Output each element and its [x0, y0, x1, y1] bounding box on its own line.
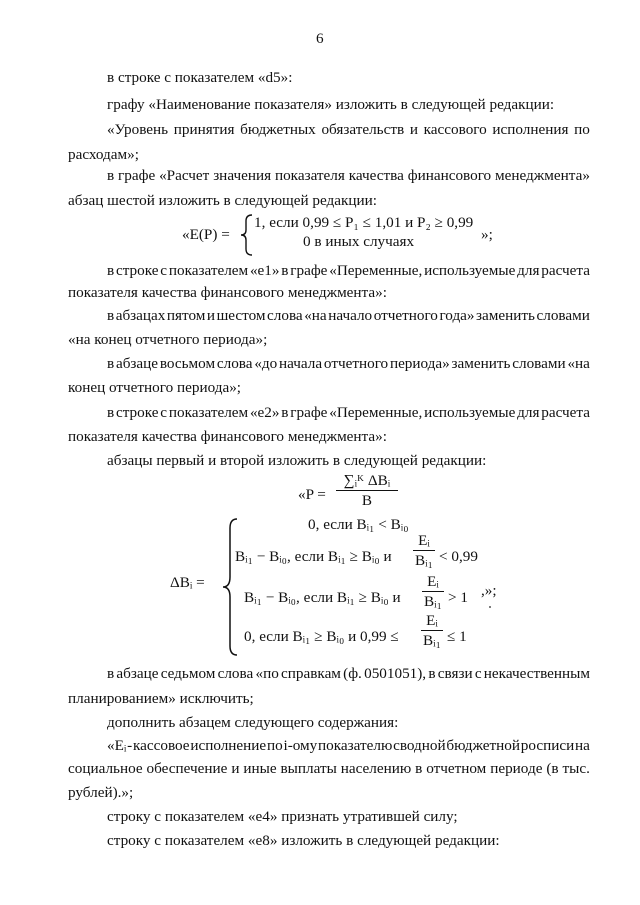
- formula-e-tail: »;: [481, 226, 493, 243]
- word: начала: [279, 355, 323, 372]
- word: года»: [439, 307, 475, 324]
- paragraph-line: планированием» исключить;: [68, 690, 254, 707]
- word: кассового: [423, 121, 487, 138]
- formula-db-case-4-tail: ≤ 1: [447, 628, 467, 645]
- formula-e-case-1: 1, если 0,99 ≤ P₁ ≤ 1,01 и P₂ ≥ 0,99: [254, 214, 474, 231]
- word: седьмом: [160, 665, 216, 682]
- word: бюджетной: [446, 737, 520, 754]
- word: по: [266, 737, 283, 754]
- word: выплаты: [280, 760, 337, 777]
- word: показателю: [318, 737, 393, 754]
- word: иные: [243, 760, 277, 777]
- word: «Переменные,: [329, 262, 423, 279]
- formula-db-case-3: Bᵢ₁ − Bᵢ₀, если Bᵢ₁ ≥ Bᵢ₀ и: [244, 589, 401, 606]
- word: населению: [340, 760, 412, 777]
- word: в: [107, 665, 115, 682]
- formula-db-case-4: 0, если Bᵢ₁ ≥ Bᵢ₀ и 0,99 ≤: [244, 628, 399, 645]
- paragraph-line: рублей).»;: [68, 784, 134, 801]
- word: заменить: [476, 307, 535, 324]
- word: «по: [255, 665, 279, 682]
- word: в: [281, 262, 289, 279]
- word: для: [517, 404, 540, 421]
- word: исполнения: [492, 121, 569, 138]
- word: в: [428, 665, 436, 682]
- word: графе: [118, 167, 156, 184]
- word: росписи: [520, 737, 575, 754]
- word: в: [107, 404, 115, 421]
- word: в: [107, 167, 115, 184]
- word: расчета: [541, 262, 590, 279]
- word: начало: [328, 307, 373, 324]
- word: и: [206, 307, 216, 324]
- paragraph-line: [107, 262, 590, 280]
- fraction-numerator: Eᵢ: [418, 532, 430, 549]
- word: расчета: [541, 404, 590, 421]
- fraction-bar: [413, 550, 435, 551]
- word: показателем: [168, 404, 249, 421]
- formula-db-brace: [222, 518, 240, 656]
- word: «Eᵢ: [107, 737, 127, 754]
- word: -: [127, 737, 133, 754]
- scan-speck: [489, 606, 491, 608]
- word: строке: [115, 404, 159, 421]
- word: абзацах: [115, 307, 166, 324]
- fraction-denominator: Bᵢ₁: [415, 552, 433, 569]
- word: показателем: [168, 262, 249, 279]
- word: графе: [290, 404, 328, 421]
- paragraph-line: показателя качества финансового менеджмента»:: [68, 428, 387, 445]
- formula-db-case-2-tail: < 0,99: [439, 548, 478, 565]
- word: в: [107, 262, 115, 279]
- formula-db-fraction: [413, 532, 435, 569]
- word: социальное: [68, 760, 143, 777]
- formula-db-case-3-tail: > 1: [448, 589, 468, 606]
- word: обеспечение: [146, 760, 228, 777]
- word: связи: [437, 665, 473, 682]
- paragraph-line: графу «Наименование показателя» изложить в следующей редакции:: [107, 96, 555, 113]
- word: абзаце: [115, 355, 159, 372]
- word: заменить: [451, 355, 511, 372]
- word: словами: [512, 355, 566, 372]
- fraction-bar: [421, 630, 443, 631]
- paragraph-line: расходам»;: [68, 146, 139, 163]
- word: «e2»: [249, 404, 280, 421]
- paragraph-line: показателя качества финансового менеджмента»:: [68, 284, 387, 301]
- paragraph-line: [107, 121, 590, 139]
- word: на: [574, 737, 590, 754]
- word: менеджмента»: [495, 167, 590, 184]
- formula-e-case-2: 0 в иных случаях: [303, 233, 415, 250]
- word: используемые: [424, 262, 516, 279]
- word: периоде: [490, 760, 543, 777]
- paragraph-line: строку с показателем «e4» признать утратившей силу;: [107, 808, 458, 825]
- paragraph-line: [107, 355, 590, 373]
- paragraph-line: [107, 404, 590, 422]
- word: значения: [213, 167, 272, 184]
- word: восьмом: [159, 355, 216, 372]
- word: используемые: [424, 404, 516, 421]
- paragraph-line: «на конец отчетного периода»;: [68, 331, 268, 348]
- word: словами: [536, 307, 590, 324]
- word: отчетного: [373, 307, 438, 324]
- paragraph-line: [107, 307, 590, 325]
- formula-db-fraction: [421, 612, 443, 649]
- word: для: [517, 262, 540, 279]
- word: по: [574, 121, 590, 138]
- word: с: [474, 665, 482, 682]
- paragraph-line: дополнить абзацем следующего содержания:: [107, 714, 399, 731]
- formula-db-case-1: 0, если Bᵢ₁ < Bᵢ₀: [308, 516, 409, 533]
- formula-db-case-2: Bᵢ₁ − Bᵢ₀, если Bᵢ₁ ≥ Bᵢ₀ и: [235, 548, 392, 565]
- word: слова: [217, 665, 254, 682]
- formula-p-lhs: «P =: [298, 486, 326, 503]
- word: абзаце: [116, 665, 159, 682]
- paragraph-line: строку с показателем «e8» изложить в следующей редакции:: [107, 832, 500, 849]
- fraction-bar: [422, 591, 444, 592]
- word: «Расчет: [159, 167, 210, 184]
- fraction-denominator: Bᵢ₁: [423, 632, 441, 649]
- word: и: [409, 121, 418, 138]
- word: (ф.: [343, 665, 362, 682]
- word: периода»: [389, 355, 450, 372]
- word: «Переменные,: [329, 404, 423, 421]
- fraction-numerator: Eᵢ: [426, 612, 438, 629]
- word: тыс.: [562, 760, 590, 777]
- word: отчетного: [323, 355, 389, 372]
- word: i-ому: [283, 737, 318, 754]
- formula-p-denominator: B: [361, 492, 373, 509]
- word: пятом: [166, 307, 206, 324]
- page-number: 6: [316, 30, 324, 47]
- paragraph-line: абзацы первый и второй изложить в следующей редакции:: [107, 452, 487, 469]
- word: в: [415, 760, 423, 777]
- fraction-numerator: Eᵢ: [427, 573, 439, 590]
- fraction-denominator: Bᵢ₁: [424, 593, 442, 610]
- word: показателя: [274, 167, 345, 184]
- paragraph-line: [107, 665, 590, 683]
- word: «Уровень: [107, 121, 169, 138]
- word: с: [160, 262, 168, 279]
- paragraph-line: абзац шестой изложить в следующей редакции:: [68, 192, 377, 209]
- formula-db-lhs: ΔBᵢ =: [170, 574, 205, 591]
- word: «на: [304, 307, 327, 324]
- word: кассовое: [132, 737, 190, 754]
- word: бюджетных: [240, 121, 316, 138]
- paragraph-line: [107, 737, 590, 755]
- word: (в: [546, 760, 559, 777]
- paragraph-line: [107, 167, 590, 185]
- word: слова: [267, 307, 303, 324]
- word: некачественным: [483, 665, 590, 682]
- word: сводной: [393, 737, 446, 754]
- word: и: [231, 760, 240, 777]
- word: в: [107, 307, 115, 324]
- word: в: [281, 404, 289, 421]
- word: финансового: [407, 167, 492, 184]
- word: «до: [254, 355, 278, 372]
- word: обязательств: [321, 121, 405, 138]
- formula-p-numerator: ∑ᵢᴷ ΔBᵢ: [343, 472, 391, 489]
- word: качества: [348, 167, 404, 184]
- word: с: [160, 404, 168, 421]
- word: принятия: [173, 121, 235, 138]
- word: «e1»: [249, 262, 280, 279]
- formula-e-lhs: «E(P) =: [182, 226, 230, 243]
- fraction-bar: [336, 490, 398, 491]
- paragraph-line: в строке с показателем «d5»:: [107, 69, 293, 86]
- word: графе: [290, 262, 328, 279]
- word: отчетном: [426, 760, 487, 777]
- word: строке: [115, 262, 159, 279]
- formula-db-fraction: [422, 573, 444, 610]
- word: 0501051),: [364, 665, 427, 682]
- paragraph-line: [68, 760, 590, 778]
- formula-db-tail: ,»;: [481, 582, 497, 599]
- word: слова: [216, 355, 253, 372]
- paragraph-line: конец отчетного периода»;: [68, 379, 242, 396]
- word: справкам: [281, 665, 341, 682]
- formula-e-brace: [240, 214, 254, 256]
- word: шестом: [216, 307, 266, 324]
- formula-p-fraction: [336, 472, 398, 509]
- word: «на: [567, 355, 590, 372]
- word: исполнение: [190, 737, 267, 754]
- word: в: [107, 355, 115, 372]
